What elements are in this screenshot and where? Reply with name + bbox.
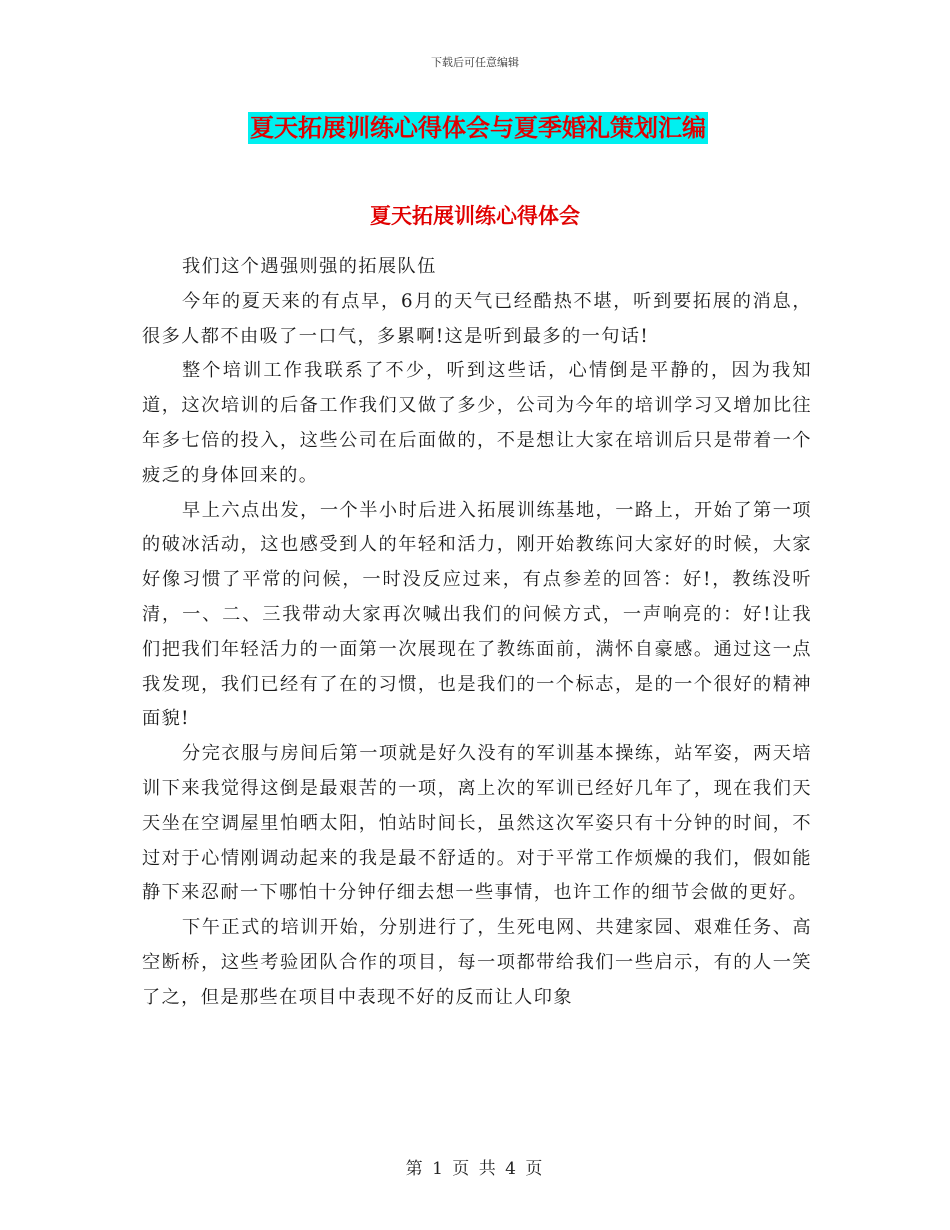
header-note: 下载后可任意编辑 bbox=[431, 56, 519, 69]
paragraph: 下午正式的培训开始，分别进行了，生死电网、共建家园、艰难任务、高空断桥，这些考验团队合作的项目，每一项都带给我们一些启示，有的人一笑了之，但是那些在项目中表现不好的反而让人印象 bbox=[142, 917, 812, 1008]
paragraph: 分完衣服与房间后第一项就是好久没有的军训基本操练，站军姿，两天培训下来我觉得这倒是最艰苦的一项，离上次的军训已经好几年了，现在我们天天坐在空调屋里怕晒太阳，怕站时间长，虽然这次军姿只有十分钟的时间，不过对于心情刚调动起来的我是最不舒适的。对于平常工作烦燥的我们，假如能静下来忍耐一下哪怕十分钟仔细去想一些事情，也许工作的细节会做的更好。 bbox=[142, 743, 812, 904]
section-title: 夏天拓展训练心得体会 bbox=[370, 204, 580, 228]
paragraph: 我们这个遇强则强的拓展队伍 bbox=[182, 256, 437, 277]
paragraph: 早上六点出发，一个半小时后进入拓展训练基地，一路上，开始了第一项的破冰活动，这也感受到人的年轻和活力，刚开始教练问大家好的时候，大家好像习惯了平常的问候，一时没反应过来，有点参差的回答：好!，教练没听清，一、二、三我带动大家再次喊出我们的问候方式，一声响亮的：好!让我们把我们年轻活力的一面第一次展现在了教练面前，满怀自豪感。通过这一点我发现，我们已经有了在的习惯，也是我们的一个标志，是的一个很好的精神面貌! bbox=[142, 499, 812, 730]
main-title: 夏天拓展训练心得体会与夏季婚礼策划汇编 bbox=[250, 114, 706, 142]
paragraph: 今年的夏天来的有点早，6月的天气已经酷热不堪，听到要拓展的消息，很多人都不由吸了一口气，多累啊!这是听到最多的一句话! bbox=[142, 290, 812, 347]
paragraph: 整个培训工作我联系了不少，听到这些话，心情倒是平静的，因为我知道，这次培训的后备工作我们又做了多少，公司为今年的培训学习又增加比往年多七倍的投入，这些公司在后面做的，不是想让大家在培训后只是带着一个疲乏的身体回来的。 bbox=[142, 360, 812, 486]
body-text bbox=[142, 250, 812, 1016]
page-footer: 第 1 页 共 4 页 bbox=[405, 1159, 545, 1179]
